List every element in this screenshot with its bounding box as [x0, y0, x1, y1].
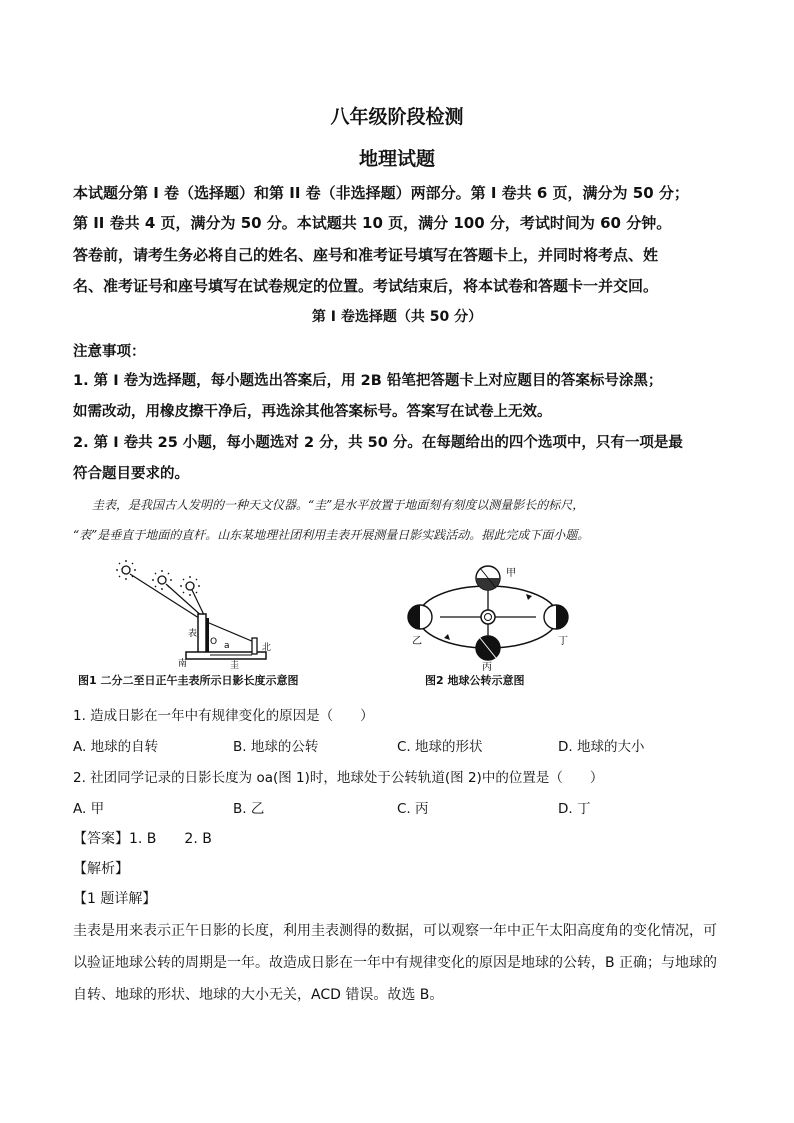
figure1-caption: 图1 二分二至日正午圭表所示日影长度示意图 — [78, 674, 299, 687]
answer-text: 1. B 2. B — [129, 831, 212, 847]
section-title: 第 I 卷选择题（共 50 分） — [311, 309, 483, 325]
detail-line: 圭表是用来表示正午日影的长度，利用圭表测得的数据，可以观察一年中正午太阳高度角的变化情况，可 — [73, 923, 717, 939]
question-2-option-a[interactable]: A. 甲 — [73, 801, 105, 817]
label-o: O — [210, 637, 218, 647]
question-2-option-c[interactable]: C. 丙 — [397, 801, 429, 817]
label-bing: 丙 — [482, 662, 492, 672]
label-north: 北 — [262, 643, 272, 653]
passage-line: 圭表，是我国古人发明的一种天文仪器。“圭”是水平放置于地面刻有刻度以测量影长的标尺， — [92, 498, 585, 512]
intro-line: 名、准考证号和座号填写在试卷规定的位置。考试结束后，将本试卷和答题卡一并交回。 — [73, 277, 659, 295]
question-1-stem: 1. 造成日影在一年中有规律变化的原因是（ ） — [73, 708, 374, 724]
detail-line: 以验证地球公转的周期是一年。故造成日影在一年中有规律变化的原因是地球的公转，B 正确；与地球的 — [73, 955, 718, 971]
earth-icon — [476, 566, 500, 590]
analysis-tag: 【解析】 — [73, 861, 129, 877]
earth-icon — [544, 605, 568, 629]
question-1-option-c[interactable]: C. 地球的形状 — [397, 739, 483, 755]
question-2-option-b[interactable]: B. 乙 — [233, 801, 265, 817]
arrow-icon — [526, 594, 532, 600]
label-jia: 甲 — [506, 568, 516, 579]
question-1-option-a[interactable]: A. 地球的自转 — [73, 739, 159, 755]
label-yi: 乙 — [412, 636, 422, 647]
figure2-revolution-diagram — [400, 560, 580, 672]
gnomon-post — [198, 614, 206, 656]
notes-line: 1. 第 I 卷为选择题，每小题选出答案后，用 2B 铅笔把答题卡上对应题目的答案标号涂黑； — [73, 373, 663, 389]
passage-line: “表”是垂直于地面的直杆。山东某地理社团利用圭表开展测量日影实践活动。据此完成下面小题。 — [73, 528, 590, 542]
notes-line: 符合题目要求的。 — [73, 466, 189, 482]
gnomon-shade — [206, 618, 209, 654]
sun-icon — [481, 610, 495, 624]
figure1-gnomon-diagram — [82, 560, 342, 670]
notes-line: 如需改动，用橡皮擦干净后，再选涂其他答案标号。答案写在试卷上无效。 — [73, 404, 552, 420]
earth-icon — [408, 605, 432, 629]
intro-line: 第 II 卷共 4 页，满分为 50 分。本试题共 10 页，满分 100 分，考试时间为 60 分钟。 — [73, 214, 672, 232]
sun-icon — [180, 576, 200, 596]
label-ding: 丁 — [558, 636, 568, 647]
intro-line: 答卷前，请考生务必将自己的姓名、座号和准考证号填写在答题卡上，并同时将考点、姓 — [73, 246, 659, 264]
question-2-option-d[interactable]: D. 丁 — [558, 801, 591, 817]
detail-tag: 【1 题详解】 — [73, 891, 157, 907]
notes-line: 2. 第 I 卷共 25 小题，每小题选对 2 分，共 50 分。在每题给出的四个选项中，只有一项是最 — [73, 435, 683, 451]
page-subtitle: 地理试题 — [358, 148, 435, 170]
scale-end — [252, 638, 257, 654]
detail-line: 自转、地球的形状、地球的大小无关，ACD 错误。故选 B。 — [73, 987, 444, 1003]
figure2-caption: 图2 地球公转示意图 — [425, 674, 525, 687]
label-a: a — [224, 641, 230, 651]
intro-line: 本试题分第 I 卷（选择题）和第 II 卷（非选择题）两部分。第 I 卷共 6 页，满分为 50 分； — [73, 184, 689, 202]
sun-icon — [116, 560, 136, 580]
label-gui: 圭 — [230, 661, 240, 670]
question-1-option-b[interactable]: B. 地球的公转 — [233, 739, 319, 755]
question-2-stem: 2. 社团同学记录的日影长度为 oa(图 1)时，地球处于公转轨道(图 2)中的位置是（ ） — [73, 770, 604, 786]
answer-line — [73, 828, 212, 848]
arrow-icon — [444, 634, 450, 640]
answer-tag: 【答案】 — [73, 831, 129, 847]
earth-icon — [476, 636, 500, 660]
label-biao: 表 — [188, 629, 198, 639]
label-south: 南 — [178, 659, 188, 669]
notes-heading: 注意事项： — [73, 344, 146, 360]
page-title: 八年级阶段检测 — [330, 106, 464, 128]
question-1-option-d[interactable]: D. 地球的大小 — [558, 739, 645, 755]
